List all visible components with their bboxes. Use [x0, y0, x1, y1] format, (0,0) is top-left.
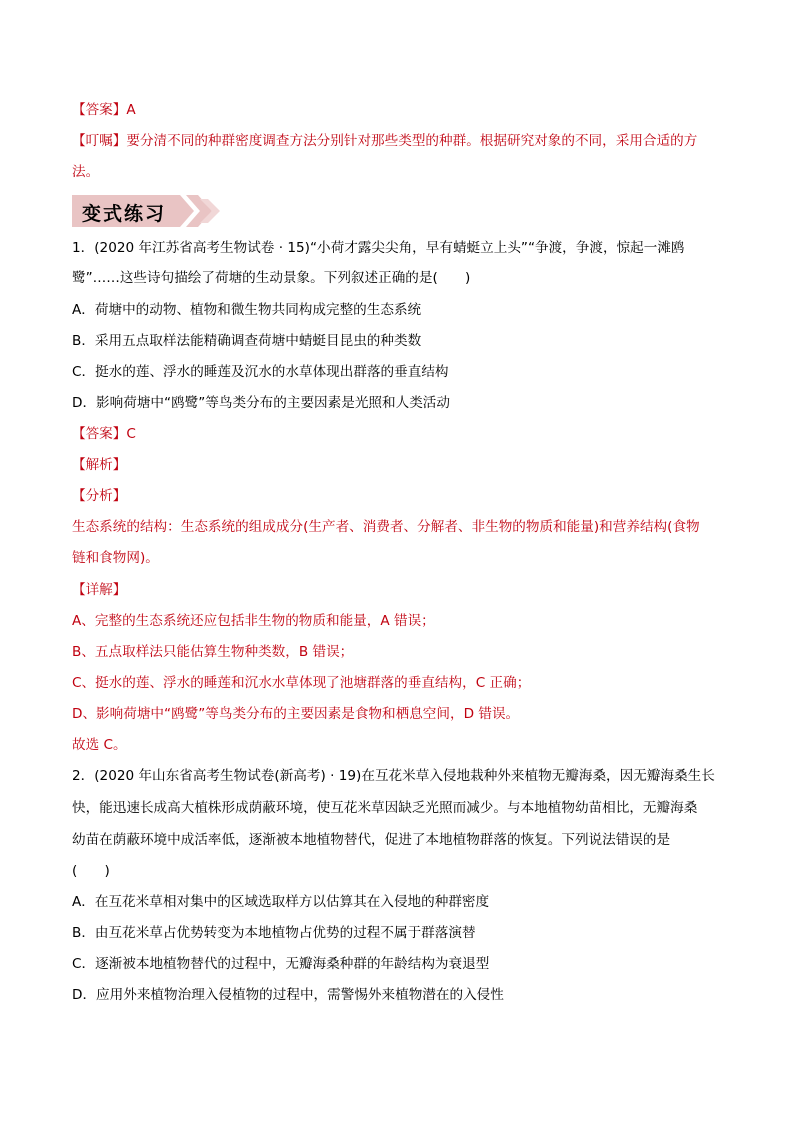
banner-title: 变式练习: [82, 203, 167, 225]
detail-d: D、影响荷塘中“鸥鹭”等鸟类分布的主要因素是食物和栖息空间，D 错误。: [72, 706, 520, 722]
conclusion: 故选 C。: [72, 737, 127, 753]
tip-text-1: 要分清不同的种群密度调查方法分别针对那些类型的种群。根据研究对象的不同，采用合适的方: [126, 133, 698, 149]
q1-stem-2: 鹭”……这些诗句描绘了荷塘的生动景象。下列叙述正确的是( ): [72, 270, 471, 286]
q1-option-a: A．荷塘中的动物、植物和微生物共同构成完整的生态系统: [72, 302, 422, 318]
prev-answer-line: [72, 100, 136, 120]
tip-line-1: [72, 131, 697, 151]
section-banner: [72, 193, 222, 229]
detail-c: C、挺水的莲、浮水的睡莲和沉水水草体现了池塘群落的垂直结构，C 正确；: [72, 675, 531, 691]
q2-stem-3: 幼苗在荫蔽环境中成活率低，逐渐被本地植物替代，促进了本地植物群落的恢复。下列说法错误的是: [72, 832, 671, 848]
answer-value: C: [126, 426, 136, 442]
fenxi-tag: 【分析】: [72, 488, 127, 504]
q1-option-b: B．采用五点取样法能精确调查荷塘中蜻蜓目昆虫的种类数: [72, 333, 422, 349]
answer-value: A: [126, 102, 136, 118]
q2-option-a: A．在互花米草相对集中的区域选取样方以估算其在入侵地的种群密度: [72, 894, 490, 910]
detail-b: B、五点取样法只能估算生物种类数，B 错误；: [72, 644, 354, 660]
fenxi-text-1: 生态系统的结构：生态系统的组成成分(生产者、消费者、分解者、非生物的物质和能量)和营养结构(食物: [72, 519, 700, 535]
q2-option-b: B．由互花米草占优势转变为本地植物占优势的过程不属于群落演替: [72, 925, 476, 941]
q1-answer-line: [72, 424, 136, 444]
q2-option-c: C．逐渐被本地植物替代的过程中，无瓣海桑种群的年龄结构为衰退型: [72, 956, 490, 972]
q2-stem-2: 快，能迅速长成高大植株形成荫蔽环境，使互花米草因缺乏光照而减少。与本地植物幼苗相比，无瓣海桑: [72, 800, 698, 816]
analysis-tag: 【解析】: [72, 457, 127, 473]
tip-tag: 【叮嘱】: [72, 133, 127, 149]
answer-tag: 【答案】: [72, 426, 127, 442]
q2-stem-1: 2．(2020 年山东省高考生物试卷(新高考) · 19)在互花米草入侵地栽种外来植物无瓣海桑，因无瓣海桑生长: [72, 768, 715, 784]
q1-option-d: D．影响荷塘中“鸥鹭”等鸟类分布的主要因素是光照和人类活动: [72, 395, 450, 411]
q2-stem-4: ( ): [72, 863, 110, 879]
q2-option-d: D．应用外来植物治理入侵植物的过程中，需警惕外来植物潜在的入侵性: [72, 987, 504, 1003]
tip-line-2: 法。: [72, 164, 100, 180]
q1-stem-1: 1．(2020 年江苏省高考生物试卷 · 15)“小荷才露尖尖角，早有蜻蜓立上头”“争渡，争渡，惊起一滩鸥: [72, 240, 685, 256]
detail-tag: 【详解】: [72, 582, 127, 598]
fenxi-text-2: 链和食物网)。: [72, 550, 159, 566]
q1-option-c: C．挺水的莲、浮水的睡莲及沉水的水草体现出群落的垂直结构: [72, 364, 449, 380]
detail-a: A、完整的生态系统还应包括非生物的物质和能量，A 错误；: [72, 613, 435, 629]
answer-tag: 【答案】: [72, 102, 127, 118]
